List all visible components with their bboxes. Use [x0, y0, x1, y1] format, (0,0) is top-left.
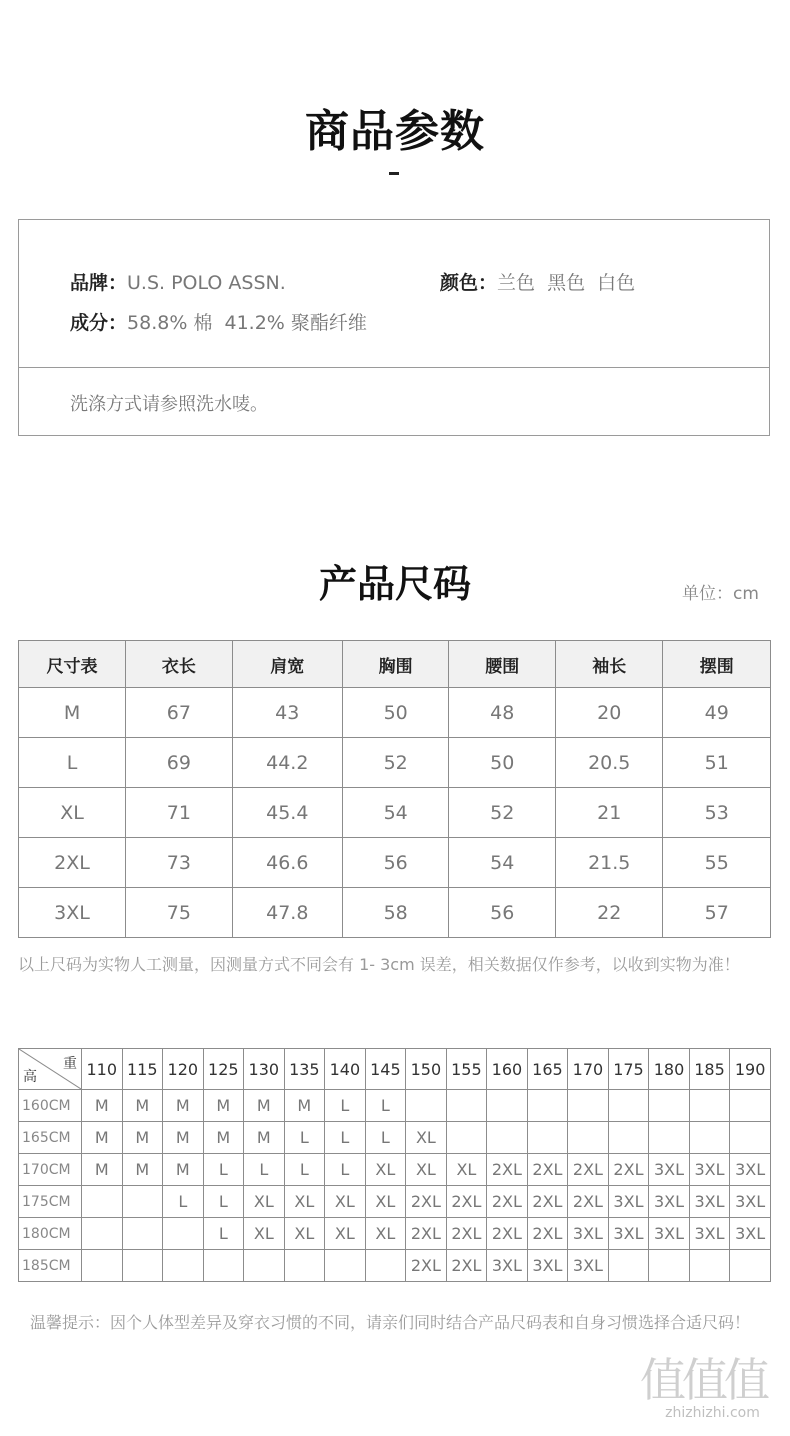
- recommended-size-cell: L: [203, 1218, 244, 1250]
- recommended-size-cell: [82, 1218, 123, 1250]
- params-title: 商品参数: [305, 106, 485, 157]
- recommended-size-cell: [365, 1250, 406, 1282]
- size-label-cell: L: [19, 738, 126, 788]
- recommended-size-cell: [446, 1090, 487, 1122]
- recommended-size-cell: [689, 1250, 730, 1282]
- recommended-size-cell: 3XL: [689, 1218, 730, 1250]
- recommended-size-cell: XL: [365, 1186, 406, 1218]
- recommended-size-cell: XL: [325, 1218, 366, 1250]
- recommended-size-cell: 2XL: [406, 1218, 447, 1250]
- corner-height-label: 高: [23, 1069, 37, 1085]
- weight-header-cell: 160: [487, 1049, 528, 1090]
- recommended-size-cell: [649, 1250, 690, 1282]
- recommended-size-cell: [608, 1122, 649, 1154]
- recommended-size-cell: XL: [325, 1186, 366, 1218]
- recommended-size-cell: [487, 1090, 528, 1122]
- recommended-size-cell: 3XL: [730, 1154, 771, 1186]
- recommended-size-cell: M: [163, 1154, 204, 1186]
- size-value-cell: 53: [663, 788, 771, 838]
- size-value-cell: 22: [556, 888, 663, 938]
- recommended-size-cell: [487, 1122, 528, 1154]
- recommended-size-cell: [163, 1250, 204, 1282]
- recommended-size-cell: 3XL: [689, 1154, 730, 1186]
- size-row: [19, 738, 771, 788]
- watermark-logo: 值值值: [640, 1353, 766, 1407]
- recommended-size-cell: [244, 1250, 285, 1282]
- recommended-size-cell: M: [203, 1090, 244, 1122]
- size-value-cell: 50: [342, 688, 449, 738]
- recommended-size-cell: L: [203, 1186, 244, 1218]
- recommended-size-cell: M: [82, 1122, 123, 1154]
- size-value-cell: 46.6: [232, 838, 342, 888]
- recommended-size-cell: [82, 1250, 123, 1282]
- recommended-size-cell: 3XL: [568, 1218, 609, 1250]
- size-table: [18, 640, 771, 938]
- size-value-cell: 45.4: [232, 788, 342, 838]
- recommended-size-cell: M: [122, 1154, 163, 1186]
- size-value-cell: 48: [449, 688, 556, 738]
- size-value-cell: 58: [342, 888, 449, 938]
- size-row: [19, 838, 771, 888]
- material-value: 58.8% 棉 41.2% 聚酯纤维: [127, 312, 367, 334]
- recommended-size-cell: [730, 1090, 771, 1122]
- height-row: [19, 1090, 771, 1122]
- material-row: [70, 308, 367, 335]
- size-label-cell: XL: [19, 788, 126, 838]
- recommended-size-cell: 2XL: [446, 1186, 487, 1218]
- size-label-cell: M: [19, 688, 126, 738]
- size-value-cell: 56: [449, 888, 556, 938]
- recommended-size-cell: XL: [406, 1154, 447, 1186]
- weight-height-table: [18, 1048, 771, 1282]
- care-box: [18, 367, 770, 436]
- recommended-size-cell: 2XL: [406, 1250, 447, 1282]
- weight-header-cell: 190: [730, 1049, 771, 1090]
- height-row: [19, 1186, 771, 1218]
- size-value-cell: 54: [342, 788, 449, 838]
- size-header-row: [19, 641, 771, 688]
- header-hem: 摆围: [663, 641, 771, 688]
- recommended-size-cell: L: [284, 1154, 325, 1186]
- recommended-size-cell: XL: [244, 1218, 285, 1250]
- weight-header-cell: 130: [244, 1049, 285, 1090]
- size-value-cell: 57: [663, 888, 771, 938]
- recommended-size-cell: 2XL: [487, 1218, 528, 1250]
- size-value-cell: 21.5: [556, 838, 663, 888]
- fit-tip: 温馨提示：因个人体型差异及穿衣习惯的不同，请亲们同时结合产品尺码表和自身习惯选择合适尺码！: [30, 1313, 751, 1332]
- recommended-size-cell: [122, 1186, 163, 1218]
- size-value-cell: 52: [342, 738, 449, 788]
- weight-header-cell: 135: [284, 1049, 325, 1090]
- size-row: [19, 688, 771, 738]
- recommended-size-cell: 2XL: [446, 1218, 487, 1250]
- material-label: 成分：: [70, 312, 128, 334]
- size-value-cell: 47.8: [232, 888, 342, 938]
- size-value-cell: 43: [232, 688, 342, 738]
- header-size: 尺寸表: [19, 641, 126, 688]
- header-length: 衣长: [126, 641, 233, 688]
- care-text: 洗涤方式请参照洗水唛。: [70, 394, 268, 415]
- recommended-size-cell: 3XL: [649, 1154, 690, 1186]
- weight-header-cell: 140: [325, 1049, 366, 1090]
- recommended-size-cell: [689, 1090, 730, 1122]
- header-sleeve: 袖长: [556, 641, 663, 688]
- color-label: 颜色：: [440, 272, 498, 294]
- weight-header-row: [19, 1049, 771, 1090]
- recommended-size-cell: 3XL: [730, 1186, 771, 1218]
- size-value-cell: 54: [449, 838, 556, 888]
- weight-header-cell: 145: [365, 1049, 406, 1090]
- recommended-size-cell: M: [122, 1090, 163, 1122]
- recommended-size-cell: 3XL: [689, 1186, 730, 1218]
- recommended-size-cell: [446, 1122, 487, 1154]
- title-divider: [389, 172, 399, 175]
- size-value-cell: 73: [126, 838, 233, 888]
- recommended-size-cell: 3XL: [608, 1218, 649, 1250]
- watermark-url: zhizhizhi.com: [665, 1405, 760, 1421]
- size-value-cell: 44.2: [232, 738, 342, 788]
- size-label-cell: 3XL: [19, 888, 126, 938]
- recommended-size-cell: M: [284, 1090, 325, 1122]
- height-label-cell: 185CM: [19, 1250, 82, 1282]
- recommended-size-cell: M: [244, 1090, 285, 1122]
- recommended-size-cell: XL: [406, 1122, 447, 1154]
- recommended-size-cell: [163, 1218, 204, 1250]
- recommended-size-cell: 2XL: [527, 1218, 568, 1250]
- recommended-size-cell: [82, 1186, 123, 1218]
- recommended-size-cell: M: [122, 1122, 163, 1154]
- height-label-cell: 160CM: [19, 1090, 82, 1122]
- recommended-size-cell: [608, 1250, 649, 1282]
- weight-header-cell: 150: [406, 1049, 447, 1090]
- size-value-cell: 55: [663, 838, 771, 888]
- recommended-size-cell: XL: [365, 1218, 406, 1250]
- recommended-size-cell: [568, 1090, 609, 1122]
- recommended-size-cell: 3XL: [527, 1250, 568, 1282]
- recommended-size-cell: 2XL: [568, 1186, 609, 1218]
- size-value-cell: 50: [449, 738, 556, 788]
- weight-header-cell: 175: [608, 1049, 649, 1090]
- recommended-size-cell: [527, 1122, 568, 1154]
- recommended-size-cell: 3XL: [730, 1218, 771, 1250]
- recommended-size-cell: [568, 1122, 609, 1154]
- recommended-size-cell: 2XL: [527, 1186, 568, 1218]
- size-title: 产品尺码: [318, 562, 471, 606]
- size-value-cell: 49: [663, 688, 771, 738]
- size-value-cell: 21: [556, 788, 663, 838]
- recommended-size-cell: XL: [365, 1154, 406, 1186]
- recommended-size-cell: [649, 1090, 690, 1122]
- watermark: [640, 1355, 785, 1421]
- recommended-size-cell: 2XL: [568, 1154, 609, 1186]
- recommended-size-cell: XL: [244, 1186, 285, 1218]
- height-row: [19, 1154, 771, 1186]
- weight-header-cell: 125: [203, 1049, 244, 1090]
- recommended-size-cell: L: [365, 1122, 406, 1154]
- size-value-cell: 20: [556, 688, 663, 738]
- color-value: 兰色 黑色 白色: [497, 272, 636, 294]
- weight-header-cell: 165: [527, 1049, 568, 1090]
- recommended-size-cell: 3XL: [487, 1250, 528, 1282]
- recommended-size-cell: M: [203, 1122, 244, 1154]
- size-row: [19, 888, 771, 938]
- recommended-size-cell: XL: [284, 1218, 325, 1250]
- height-label-cell: 175CM: [19, 1186, 82, 1218]
- recommended-size-cell: 3XL: [608, 1186, 649, 1218]
- recommended-size-cell: 2XL: [487, 1154, 528, 1186]
- recommended-size-cell: [649, 1122, 690, 1154]
- recommended-size-cell: 2XL: [406, 1186, 447, 1218]
- recommended-size-cell: L: [163, 1186, 204, 1218]
- recommended-size-cell: 2XL: [446, 1250, 487, 1282]
- size-value-cell: 56: [342, 838, 449, 888]
- recommended-size-cell: L: [325, 1090, 366, 1122]
- height-label-cell: 180CM: [19, 1218, 82, 1250]
- height-label-cell: 165CM: [19, 1122, 82, 1154]
- recommended-size-cell: XL: [446, 1154, 487, 1186]
- size-value-cell: 51: [663, 738, 771, 788]
- size-value-cell: 67: [126, 688, 233, 738]
- recommended-size-cell: M: [163, 1090, 204, 1122]
- weight-header-cell: 180: [649, 1049, 690, 1090]
- recommended-size-cell: [325, 1250, 366, 1282]
- recommended-size-cell: [527, 1090, 568, 1122]
- recommended-size-cell: M: [163, 1122, 204, 1154]
- recommended-size-cell: [284, 1250, 325, 1282]
- recommended-size-cell: 2XL: [527, 1154, 568, 1186]
- recommended-size-cell: [730, 1122, 771, 1154]
- height-row: [19, 1218, 771, 1250]
- weight-header-cell: 120: [163, 1049, 204, 1090]
- unit-label: 单位：cm: [682, 584, 759, 604]
- recommended-size-cell: [203, 1250, 244, 1282]
- recommended-size-cell: L: [244, 1154, 285, 1186]
- recommended-size-cell: [406, 1090, 447, 1122]
- recommended-size-cell: M: [82, 1090, 123, 1122]
- height-row: [19, 1122, 771, 1154]
- brand-value: U.S. POLO ASSN.: [127, 272, 286, 294]
- recommended-size-cell: [689, 1122, 730, 1154]
- recommended-size-cell: [730, 1250, 771, 1282]
- weight-header-cell: 170: [568, 1049, 609, 1090]
- size-value-cell: 69: [126, 738, 233, 788]
- weight-header-cell: 185: [689, 1049, 730, 1090]
- recommended-size-cell: M: [244, 1122, 285, 1154]
- weight-header-cell: 115: [122, 1049, 163, 1090]
- recommended-size-cell: [608, 1090, 649, 1122]
- height-row: [19, 1250, 771, 1282]
- recommended-size-cell: XL: [284, 1186, 325, 1218]
- size-value-cell: 75: [126, 888, 233, 938]
- recommended-size-cell: 3XL: [568, 1250, 609, 1282]
- corner-weight-label: 重: [63, 1056, 77, 1072]
- recommended-size-cell: M: [82, 1154, 123, 1186]
- size-value-cell: 52: [449, 788, 556, 838]
- brand-label: 品牌：: [70, 272, 128, 294]
- recommended-size-cell: 3XL: [649, 1218, 690, 1250]
- brand-row: [70, 268, 286, 295]
- recommended-size-cell: [122, 1218, 163, 1250]
- size-row: [19, 788, 771, 838]
- weight-header-cell: 110: [82, 1049, 123, 1090]
- weight-header-cell: 155: [446, 1049, 487, 1090]
- recommended-size-cell: 2XL: [487, 1186, 528, 1218]
- recommended-size-cell: L: [203, 1154, 244, 1186]
- recommended-size-cell: L: [284, 1122, 325, 1154]
- color-row: [440, 268, 635, 295]
- size-note: 以上尺码为实物人工测量，因测量方式不同会有 1- 3cm 误差，相关数据仅作参考，以收到实物为准！: [18, 955, 740, 974]
- recommended-size-cell: L: [365, 1090, 406, 1122]
- header-chest: 胸围: [342, 641, 449, 688]
- params-box: [18, 219, 770, 369]
- recommended-size-cell: [122, 1250, 163, 1282]
- header-shoulder: 肩宽: [232, 641, 342, 688]
- size-label-cell: 2XL: [19, 838, 126, 888]
- size-value-cell: 71: [126, 788, 233, 838]
- recommended-size-cell: L: [325, 1154, 366, 1186]
- recommended-size-cell: 2XL: [608, 1154, 649, 1186]
- height-label-cell: 170CM: [19, 1154, 82, 1186]
- recommended-size-cell: L: [325, 1122, 366, 1154]
- recommended-size-cell: 3XL: [649, 1186, 690, 1218]
- size-value-cell: 20.5: [556, 738, 663, 788]
- corner-cell: [19, 1049, 82, 1090]
- header-waist: 腰围: [449, 641, 556, 688]
